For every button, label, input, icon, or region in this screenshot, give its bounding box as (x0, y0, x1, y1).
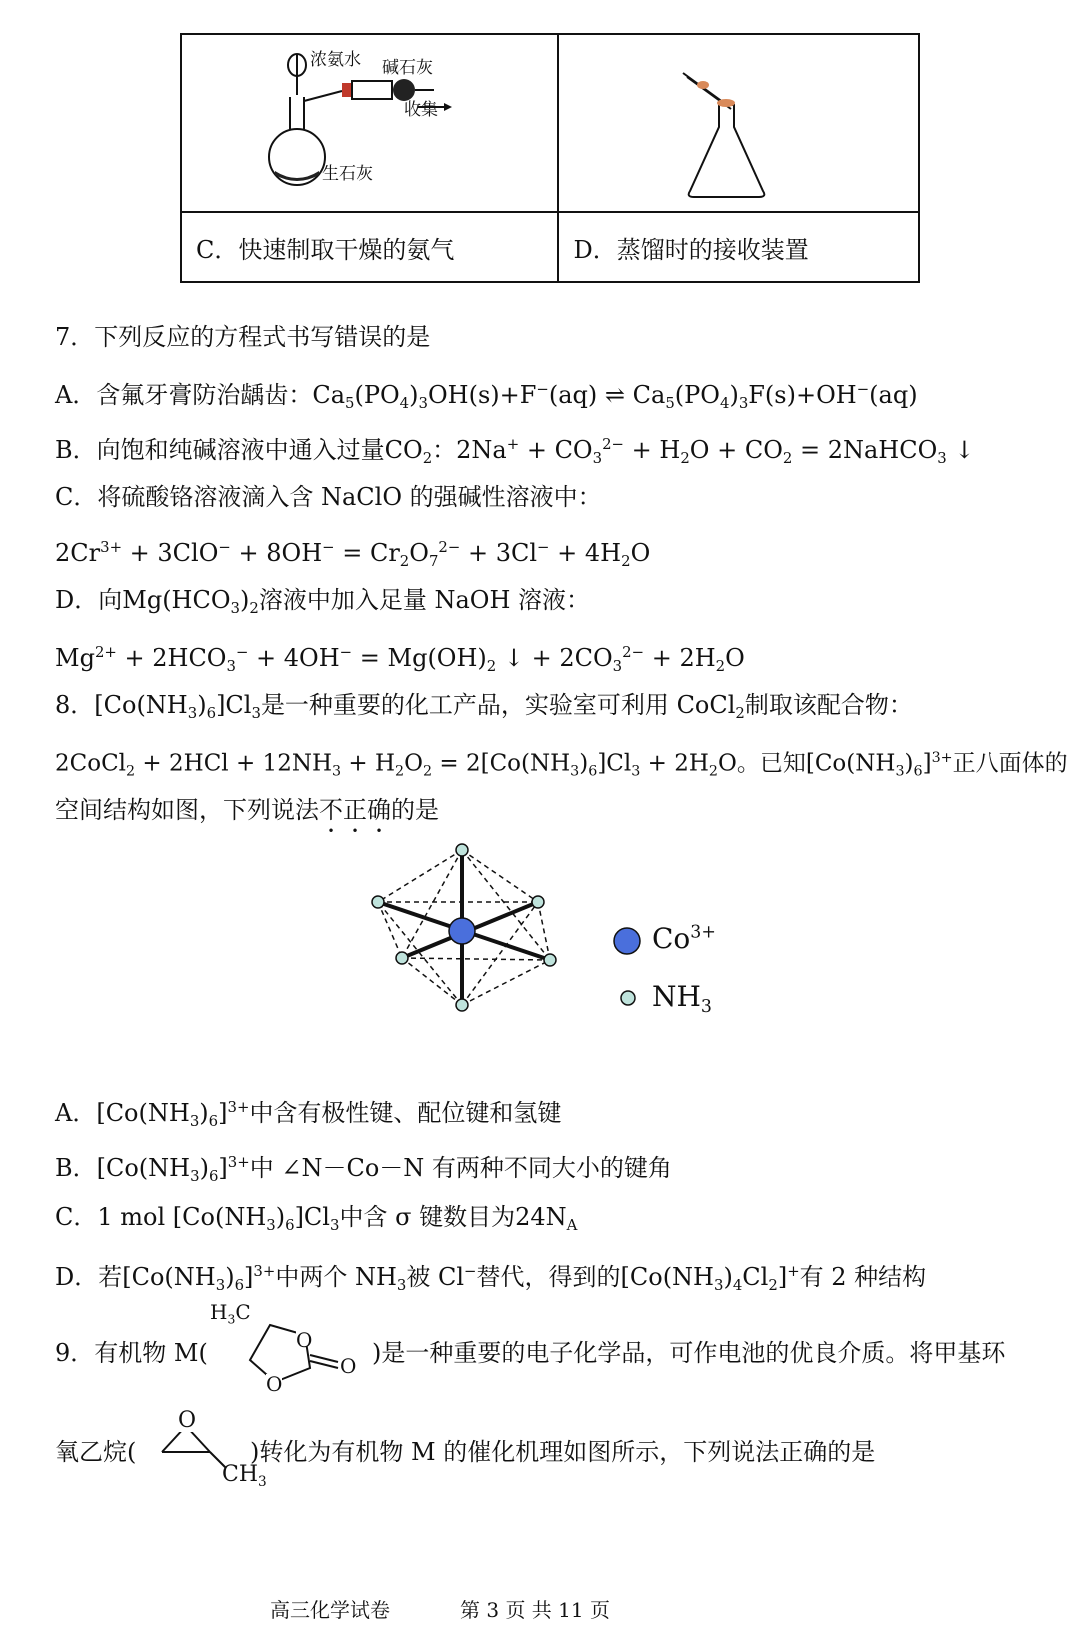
q8-stem: 8．$[Co(NH_3)_6]Cl_3$是一种重要的化工产品，实验室可利用 CoCl$_2$制取该配合物： (55, 691, 913, 723)
apparatus-d-figure (558, 34, 919, 212)
q8-option-b: B．$[Co(NH_3)_6]^{3+}$中 ∠N－Co－N 有两种不同大小的键角 (55, 1153, 672, 1186)
q8-d-mid: 中两个 NH (275, 1262, 397, 1291)
q7-option-d-equation: $Mg^{2+} + 2HCO_3^- + 4OH^- = Mg(OH)_2$ ↓ + $2CO_3^{2-} + 2H_2O$ (55, 643, 745, 676)
q9-head: 9．有机物 M( (55, 1339, 208, 1367)
legend-co-text: Co (652, 922, 691, 955)
label-quicklime: 生石灰 (322, 164, 373, 184)
q8-c-tail: 中含 σ 键数目为24N (339, 1203, 567, 1231)
q9-line2-head: 氧乙烷( (55, 1438, 137, 1466)
structure-m-o2: O (266, 1372, 283, 1396)
q8-known: 。已知 (736, 750, 806, 777)
label-concentrated-ammonia: 浓氨水 (310, 50, 361, 70)
q8-d-head: D．若 (55, 1262, 123, 1291)
legend-nh3-label: $NH_3$ (652, 980, 712, 1018)
q8-d-mid3: 替代，得到的 (476, 1262, 621, 1291)
q9-tail: )是一种重要的电子化学品，可作电池的优良介质。将甲基环 (372, 1339, 1006, 1367)
q7-a-prefix: A．含氟牙膏防治龋齿： (55, 380, 313, 409)
octahedron-diagram (360, 840, 580, 1020)
q8-line3-tail: 的是 (391, 796, 439, 824)
q7-option-a: A．含氟牙膏防治龋齿：$Ca_5(PO_4)_3OH(s)+F^-(aq)$ ⇌ $Ca_5(PO_4)_3F(s)+OH^-(aq)$ (55, 380, 918, 413)
label-soda-lime: 碱石灰 (382, 58, 433, 78)
q8-stem-b: 是一种重要的化工产品，实验室可利用 CoCl (260, 691, 736, 719)
legend-nh-text: NH (652, 980, 701, 1013)
q8-d-tail: 有 2 种结构 (799, 1262, 927, 1291)
structure-m-o1: O (296, 1328, 313, 1352)
methyloxirane-o: O (178, 1408, 197, 1433)
q7-d-prefix: D．向 (55, 586, 123, 614)
q8-b-tail: 中 ∠N－Co－N 有两种不同大小的键角 (249, 1153, 672, 1182)
footer-subject: 高三化学试卷 (270, 1598, 390, 1622)
q7-d-suffix: 溶液中加入足量 NaOH 溶液： (258, 586, 591, 614)
q8-equation: 2CoCl$_2$ + $2HCl + 12NH_3 + H_2O_2 = 2[Co(NH_3)_6]Cl_3 + 2H_2O$。已知$[Co(NH_3)_6]^{3+}$正八面体的 (55, 750, 1068, 780)
methyloxirane-ch3: $CH_3$ (222, 1462, 267, 1490)
q7-b-prefix: B．向饱和纯碱溶液中通入过量CO (55, 435, 423, 464)
structure-m-o3: O (340, 1354, 357, 1378)
q7-option-d: D．向$Mg(HCO_3)_2$溶液中加入足量 NaOH 溶液： (55, 586, 591, 618)
q7-stem: 7．下列反应的方程式书写错误的是 (55, 323, 431, 351)
q8-line3 (55, 793, 439, 838)
ch3-ch: CH (222, 1462, 259, 1487)
legend-co-charge: 3+ (690, 922, 716, 943)
q8-c-head: C．1 mol (55, 1203, 173, 1231)
q8-option-d: D．若$[Co(NH_3)_6]^{3+}$中两个 $NH_3$被 Cl−替代，得到的$[Co(NH_3)_4Cl_2]^+$有 2 种结构 (55, 1262, 927, 1295)
q8-line3-text: 空间结构如图，下列说法 (55, 796, 319, 824)
apparatus-table (180, 33, 920, 283)
apparatus-c-figure (181, 34, 558, 212)
legend-nh3-marker (618, 988, 638, 1008)
q8-option-c: C．1 mol $[Co(NH_3)_6]Cl_3$中含 σ 键数目为$24N_A$ (55, 1203, 578, 1235)
q8-stem-a: 8．[Co(NH (55, 691, 188, 719)
q8-option-a: A．$[Co(NH_3)_6]^{3+}$中含有极性键、配位键和氢键 (55, 1098, 562, 1131)
q8-emphasis: 不正确 (319, 796, 391, 824)
receiver-flask-drawing (559, 35, 897, 211)
label-collect: 收集 (404, 100, 438, 120)
legend-co-label (652, 922, 716, 955)
legend-co-marker (612, 926, 642, 956)
structure-m-h3c: $H_3C$ (210, 1300, 251, 1327)
apparatus-c-caption: C．快速制取干燥的氨气 (181, 212, 558, 282)
q9-line2-tail: )转化为有机物 M 的催化机理如图所示，下列说法正确的是 (250, 1438, 876, 1466)
q8-d-mid2: 被 Cl (406, 1262, 465, 1291)
apparatus-d-caption: D．蒸馏时的接收装置 (558, 212, 919, 282)
q8-a-tail: 中含有极性键、配位键和氢键 (249, 1098, 562, 1127)
q7-option-c: C．将硫酸铬溶液滴入含 NaClO 的强碱性溶液中： (55, 483, 602, 511)
q8-known-tail: 正八面体的 (952, 750, 1068, 777)
q7-option-c-equation: $2Cr^{3+} + 3ClO^- + 8OH^- = Cr_2O_7^{2-} + 3Cl^- + 4H_2O$ (55, 538, 651, 571)
q7-option-b: B．向饱和纯碱溶液中通入过量$CO_2$：$2Na^+ + CO_3^{2-} + H_2O + CO_2$ = 2NaHCO$_3$ ↓ (55, 435, 975, 468)
footer-page: 第 3 页 共 11 页 (460, 1598, 610, 1622)
q8-stem-c: 制取该配合物： (744, 691, 913, 719)
h3c-h: H (210, 1300, 228, 1324)
